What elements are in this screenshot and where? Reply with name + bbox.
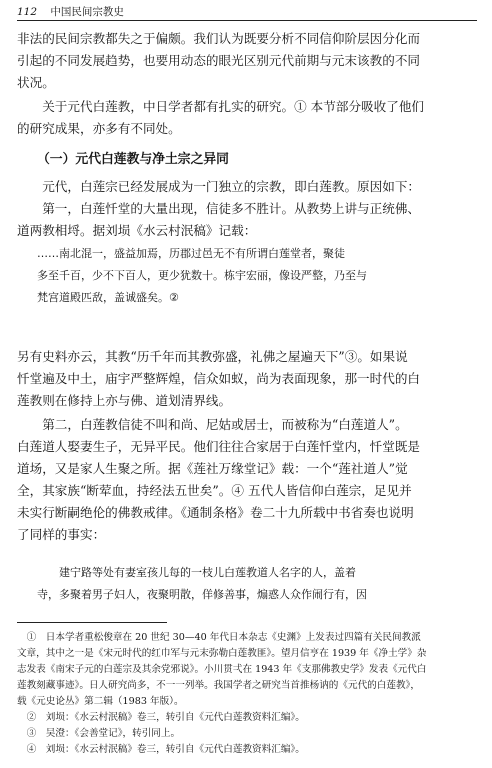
quote-line: 寺，多聚着男子妇人，夜聚明散，佯修善事，煽惑人众作闹行有，因 bbox=[37, 588, 367, 601]
text-line: 莲教则在修持上亦与佛、道划清界线。 bbox=[17, 393, 232, 408]
quote-line: 梵宫道殿匹敌，盖诚盛矣。② bbox=[37, 291, 179, 304]
quote-line: 建宁路等处有妻室孩儿每的一枝儿白莲教道人名字的人，盖着 bbox=[37, 566, 356, 579]
footnote bbox=[17, 710, 477, 726]
text-line: 全，其家族“断荤血，持经法五世矣”。④ 五代人皆信仰白莲宗，足见并 bbox=[17, 483, 412, 498]
block-quote bbox=[37, 243, 469, 309]
running-header bbox=[17, 4, 477, 21]
text-line: 元代，白莲宗已经发展成为一门独立的宗教，即白莲教。原因如下： bbox=[17, 179, 420, 194]
text-line: 另有史料亦云，其教“历千年而其教弥盛，礼佛之屋遍天下”③。如果说 bbox=[17, 349, 408, 364]
section-heading: （一）元代白莲教与净土宗之异同 bbox=[37, 152, 229, 167]
page-number: 112 bbox=[17, 6, 38, 18]
footnote-line: 载《元史论丛》第二辑（1983 年版）。 bbox=[17, 696, 184, 707]
paragraph bbox=[17, 28, 477, 94]
paragraph bbox=[17, 96, 477, 140]
paragraph bbox=[17, 346, 477, 412]
paragraph bbox=[17, 176, 477, 242]
text-line: 引起的不同发展趋势，也要用动态的眼光区别元代前期与元末该教的不同 bbox=[17, 53, 420, 68]
footnote-line: 志发表《南宋子元的白莲宗及其余党邪说》。小川贯弌在 1943 年《支那佛教史学》发表《元代白 bbox=[17, 664, 427, 675]
footnote bbox=[17, 726, 477, 742]
block-quote bbox=[37, 562, 469, 606]
paragraph bbox=[17, 414, 477, 546]
text-line: 道场，又是家人生聚之所。据《莲社万缘堂记》载：一个“莲社道人”觉 bbox=[17, 461, 408, 476]
quote-line: ……南北混一，盛益加焉，历郡过邑无不有所谓白莲堂者，聚徒 bbox=[37, 247, 345, 260]
book-title: 中国民间宗教史 bbox=[50, 6, 124, 18]
quote-line: 多至千百，少不下百人，更少犹数十。栋宇宏丽，像设严整，乃至与 bbox=[37, 269, 367, 282]
text-line: 了同样的事实： bbox=[17, 527, 106, 542]
text-line: 的研究成果，亦多有不同处。 bbox=[17, 121, 181, 136]
footnote-line: 莲教刻藏事迹》。日人研究尚多，不一一列举。我国学者之研究当首推杨讷的《元代的白莲教》， bbox=[17, 680, 420, 691]
text-line: 未实行断嗣绝伦的佛教戒律。《通制条格》卷二十九所载中书省奏也说明 bbox=[17, 505, 414, 520]
text-line: 第二，白莲教信徒不叫和尚、尼姑或居士，而被称为“白莲道人”。 bbox=[17, 417, 408, 432]
footnote bbox=[17, 742, 477, 758]
footnote bbox=[17, 630, 477, 710]
footnote-line: ② 刘埙：《水云村泯稿》卷三，转引自《元代白莲教资料汇编》。 bbox=[17, 712, 305, 723]
text-line: 状况。 bbox=[17, 75, 55, 90]
footnote-line: ④ 刘埙：《水云村泯稿》卷三，转引自《元代白莲教资料汇编》。 bbox=[17, 744, 305, 755]
footnote-line: ③ 吴澄：《会善堂记》，转引同上。 bbox=[17, 728, 181, 739]
text-line: 非法的民间宗教都失之于偏颇。我们认为既要分析不同信仰阶层因分化而 bbox=[17, 31, 420, 46]
text-line: 第一，白莲忏堂的大量出现，信徒多不胜计。从教势上讲与正统佛、 bbox=[17, 201, 420, 216]
text-line: 白莲道人娶妻生子，无异平民。他们往往合家居于白莲忏堂内，忏堂既是 bbox=[17, 439, 420, 454]
footnote-line: ① 日本学者重松俊章在 20 世纪 30—40 年代日本杂志《史渊》上发表过四篇有关民间教派 bbox=[17, 632, 421, 643]
text-line: 关于元代白莲教，中日学者都有扎实的研究。① 本节部分吸收了他们 bbox=[17, 99, 425, 114]
footnote-divider bbox=[17, 622, 167, 623]
footnote-line: 文章，其中之一是《宋元时代的红巾军与元末弥勒白莲教匪》。望月信亨在 1939 年《净土学》杂 bbox=[17, 648, 427, 659]
text-line: 忏堂遍及中土，庙宇严整辉煌，信众如蚁，尚为表面现象，那一时代的白 bbox=[17, 371, 420, 386]
text-line: 道两教相埒。据刘埙《水云村泯稿》记载： bbox=[17, 223, 257, 238]
